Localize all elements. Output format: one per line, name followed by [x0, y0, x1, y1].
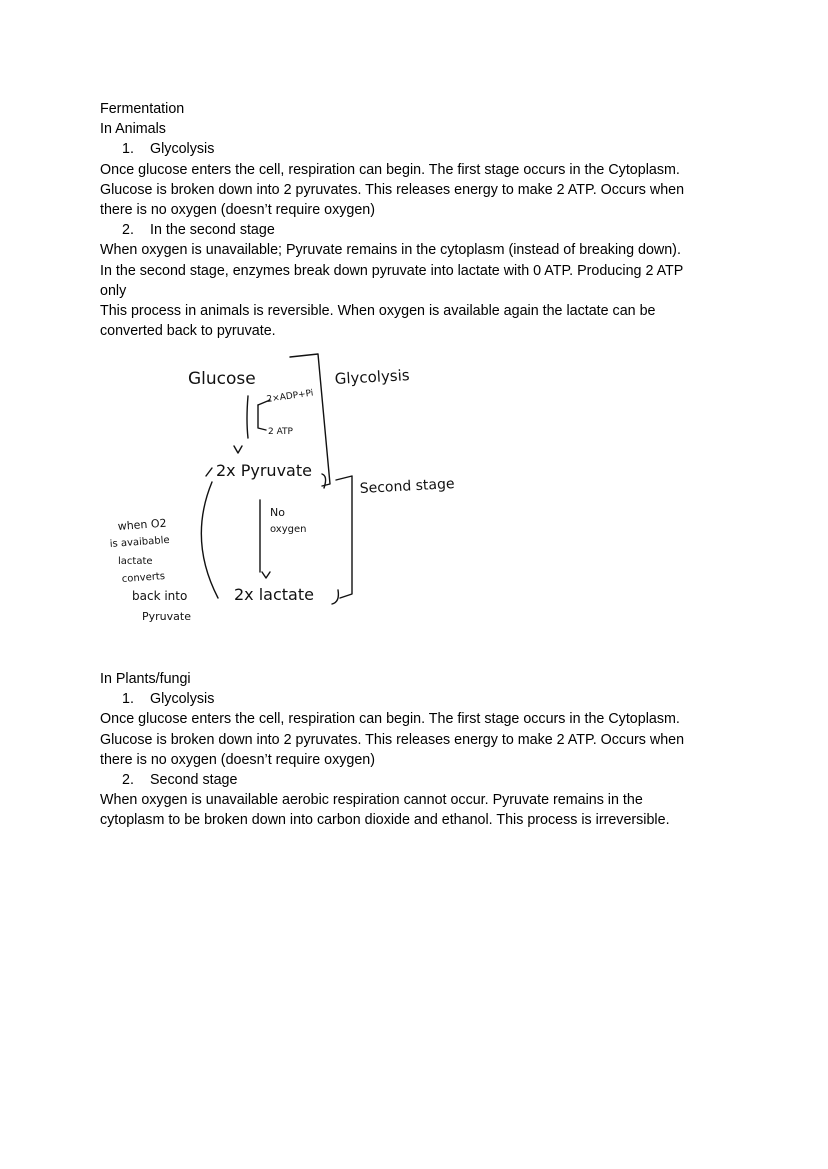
- diagram-lactate: 2x lactate: [234, 585, 314, 604]
- animals-step2-line: only: [100, 282, 127, 299]
- fermentation-diagram: [100, 350, 480, 640]
- animals-subtitle: In Animals: [100, 121, 166, 138]
- diagram-adp: 2×ADP+Pi: [266, 388, 315, 405]
- atp-hook: [258, 405, 266, 430]
- plants-step1-label: Glycolysis: [150, 691, 215, 708]
- plants-step1-line: Glucose is broken down into 2 pyruvates. This releases energy to make 2 ATP. Occurs when: [100, 731, 685, 748]
- diagram-second-stage: Second stage: [359, 476, 455, 497]
- plants-section: [100, 669, 740, 831]
- animals-step2-number: 2.: [122, 222, 134, 239]
- animals-step1-line: Once glucose enters the cell, respiration can begin. The first stage occurs in the Cytoplasm.: [100, 161, 680, 178]
- animals-reversible-line: This process in animals is reversible. When oxygen is available again the lactate can be: [100, 302, 656, 319]
- diagram-atp: 2 ATP: [268, 427, 293, 437]
- plants-step1-line: Once glucose enters the cell, respiration can begin. The first stage occurs in the Cytoplasm.: [100, 711, 680, 728]
- animals-step1-number: 1.: [122, 141, 134, 158]
- document-title: Fermentation: [100, 101, 185, 117]
- reverse-arrow-tip-icon: [206, 468, 212, 476]
- animals-step1-label: Glycolysis: [150, 141, 215, 158]
- animals-step2-line: When oxygen is unavailable; Pyruvate remains in the cytoplasm (instead of breaking down).: [100, 242, 681, 259]
- plants-step2-line: cytoplasm to be broken down into carbon dioxide and ethanol. This process is irreversible.: [100, 812, 670, 829]
- animals-step1-line: Glucose is broken down into 2 pyruvates. This releases energy to make 2 ATP. Occurs when: [100, 181, 685, 198]
- animals-reversible-line: converted back to pyruvate.: [100, 323, 276, 340]
- diagram-note-line: Pyruvate: [142, 610, 191, 623]
- animals-step2-label: In the second stage: [150, 222, 275, 239]
- diagram-note-line: back into: [132, 589, 188, 603]
- plants-subtitle: In Plants/fungi: [100, 671, 191, 687]
- diagram-no-oxygen-2: oxygen: [270, 524, 307, 535]
- diagram-note-line: lactate: [118, 556, 153, 567]
- second-stage-bracket: [336, 476, 352, 598]
- plants-step2-line: When oxygen is unavailable aerobic respiration cannot occur. Pyruvate remains in the: [100, 792, 643, 809]
- animals-section: [100, 99, 740, 341]
- diagram-glycolysis: Glycolysis: [334, 366, 411, 388]
- plants-step1-heading: [100, 689, 740, 709]
- animals-step1-line: there is no oxygen (doesn’t require oxygen): [100, 201, 375, 218]
- diagram-note-line: when O2: [117, 516, 167, 533]
- animals-step2-heading: [100, 220, 740, 240]
- diagram-pyruvate: 2x Pyruvate: [216, 461, 312, 480]
- plants-step1-number: 1.: [122, 691, 134, 708]
- plants-step2-label: Second stage: [150, 771, 238, 788]
- diagram-no-oxygen-1: No: [270, 506, 285, 519]
- diagram-note-line: converts: [121, 571, 166, 585]
- animals-step1-heading: [100, 139, 740, 159]
- reverse-arc: [201, 482, 218, 598]
- animals-step2-line: In the second stage, enzymes break down pyruvate into lactate with 0 ATP. Producing 2 ATP: [100, 262, 684, 279]
- plants-step2-number: 2.: [122, 771, 134, 788]
- arrow-to-pyruvate-icon: [234, 446, 242, 453]
- plants-step2-heading: [100, 770, 740, 790]
- arrow-to-lactate-icon: [262, 572, 270, 578]
- glucose-down-line-left: [247, 396, 248, 438]
- diagram-glucose: Glucose: [188, 369, 256, 389]
- lactate-close-bracket: [332, 590, 338, 604]
- plants-step1-line: there is no oxygen (doesn’t require oxygen): [100, 751, 375, 768]
- diagram-note-line: is avaibable: [109, 534, 170, 550]
